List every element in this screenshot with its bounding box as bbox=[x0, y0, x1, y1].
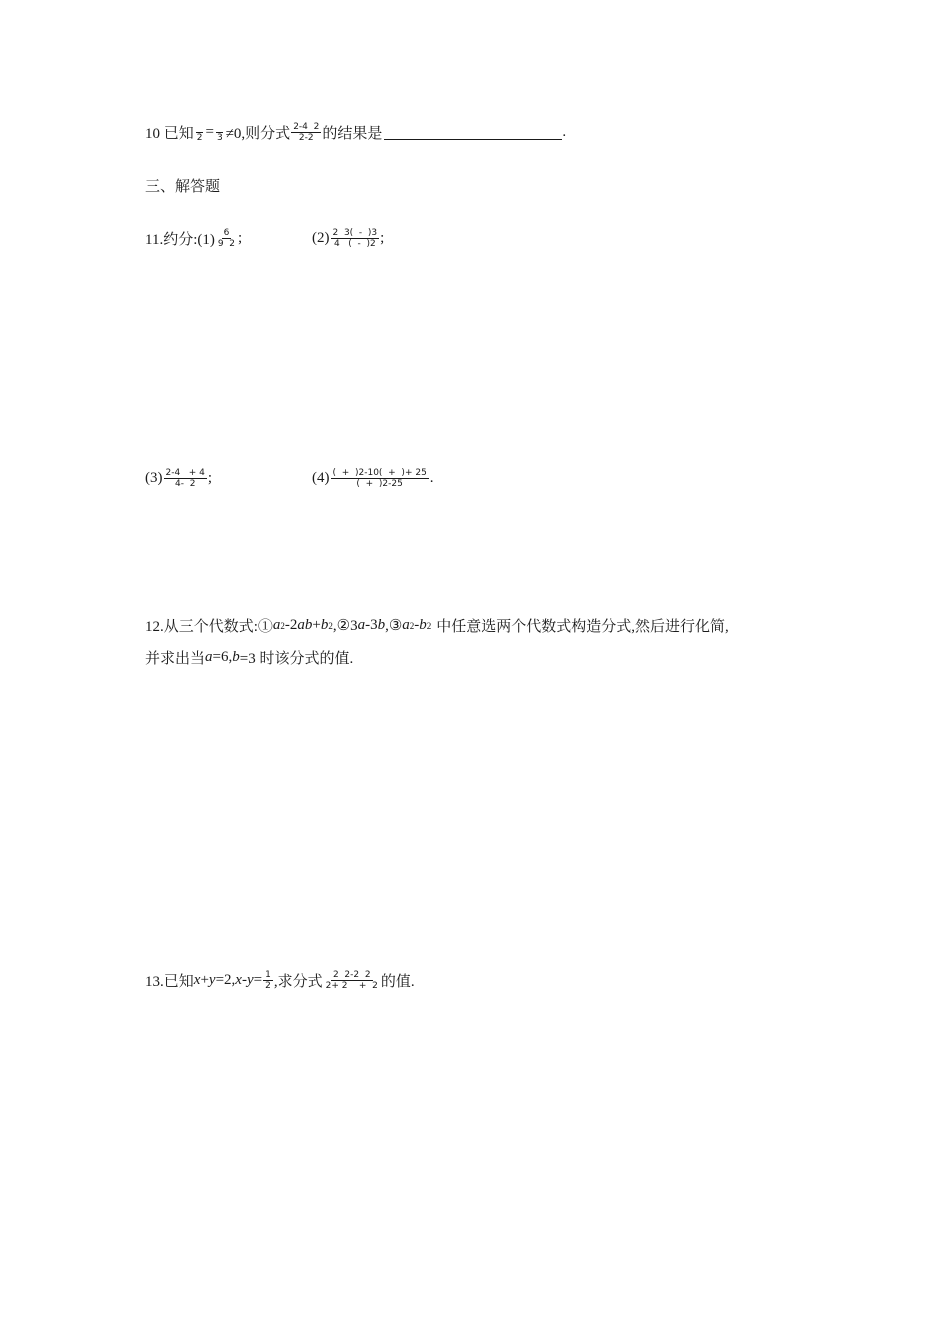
q10-end: . bbox=[562, 124, 567, 140]
q11-p2-fraction: $\frac{2 3( - )3}{4 ( - )2}$ bbox=[332, 228, 378, 249]
minus-sign: - bbox=[414, 617, 420, 633]
q10-fraction-1: 2 bbox=[195, 122, 205, 143]
q13-lead: 13.已知 bbox=[145, 974, 194, 990]
q13-fraction: $\frac{2 2-2 2}{2+ 2 + 2}$ bbox=[325, 970, 378, 991]
var-a: a bbox=[357, 617, 366, 633]
q12-term: -3 bbox=[365, 617, 378, 633]
q12-line-1-end: 中任意选两个代数式构造分式,然后进行化简, bbox=[436, 619, 729, 635]
var-x: x bbox=[235, 972, 242, 988]
var-b: b bbox=[419, 617, 427, 633]
question-11-part-3 bbox=[145, 468, 212, 489]
q12-a-value: =6, bbox=[212, 649, 233, 665]
var-b: b bbox=[377, 617, 386, 633]
exponent: 2 bbox=[280, 620, 285, 631]
q11-lead: 11.约分:(1) bbox=[145, 232, 215, 248]
q10-lead: 10 已知 bbox=[145, 126, 194, 142]
q10-fraction-3: $\frac{2-4 2}{2-2}$ bbox=[293, 122, 320, 143]
q12-item-3: ,③ bbox=[385, 618, 403, 634]
q12-line-2-lead: 并求出当 bbox=[145, 651, 206, 667]
q11-p3-lead: (3) bbox=[145, 470, 163, 486]
var-a: a bbox=[402, 617, 410, 633]
q12-lead: 12.从三个代数式:① bbox=[145, 619, 273, 635]
question-12-line-2 bbox=[145, 647, 353, 668]
equals-sign: = bbox=[253, 972, 263, 988]
q10-tail: 的结果是 bbox=[322, 126, 383, 142]
question-11-part-2 bbox=[312, 228, 384, 249]
q12-term: -2 bbox=[284, 617, 298, 633]
answer-blank[interactable] bbox=[384, 125, 562, 140]
q10-equals: = bbox=[205, 124, 214, 140]
q11-p3-end: ; bbox=[207, 470, 213, 486]
exponent: 2 bbox=[328, 620, 333, 631]
q13-mid: ,求分式 bbox=[273, 974, 323, 990]
q11-p4-lead: (4) bbox=[312, 470, 330, 486]
plus-sign: + bbox=[312, 617, 321, 633]
q12-b-value: =3 时该分式的值. bbox=[239, 651, 354, 667]
q11-p3-fraction: $\frac{2-4 + 4}{4- 2}$ bbox=[165, 468, 205, 489]
question-13 bbox=[145, 970, 415, 991]
q11-p1-end: ; bbox=[238, 230, 243, 246]
minus-sign: - bbox=[241, 972, 247, 988]
question-12-line-1 bbox=[145, 615, 729, 636]
q13-half-fraction: $\frac{1}{2}$ bbox=[265, 970, 271, 991]
q10-neq-text: ≠0,则分式 bbox=[225, 126, 291, 142]
q11-p4-end: . bbox=[429, 470, 434, 486]
q10-fraction-2: 3 bbox=[215, 122, 225, 143]
var-b: b bbox=[320, 617, 329, 633]
q11-p2-lead: (2) bbox=[312, 230, 330, 246]
exponent: 2 bbox=[426, 620, 432, 631]
var-y: y bbox=[208, 972, 216, 988]
var-x: x bbox=[193, 972, 201, 988]
plus-sign: + bbox=[200, 972, 209, 988]
q13-sum-value: =2, bbox=[215, 972, 236, 988]
exponent: 2 bbox=[409, 620, 415, 631]
var-b: b bbox=[232, 649, 240, 665]
question-10 bbox=[145, 122, 566, 143]
var-a: a bbox=[272, 617, 281, 633]
var-a: a bbox=[205, 649, 213, 665]
q11-p2-end: ; bbox=[380, 230, 385, 246]
question-11-part-4 bbox=[312, 468, 434, 489]
question-11-part-1 bbox=[145, 228, 242, 249]
q13-end: 的值. bbox=[380, 974, 415, 990]
var-y: y bbox=[246, 972, 254, 988]
var-ab: ab bbox=[297, 617, 313, 633]
q11-p1-fraction: $\frac{6}{9 2}$ bbox=[217, 228, 236, 249]
q11-p4-fraction: $\frac{( + )2-10( + )+ 25}{( + )2-25}$ bbox=[332, 468, 427, 489]
q12-item-2: ,②3 bbox=[332, 618, 358, 634]
section-heading: 三、解答题 bbox=[145, 179, 221, 195]
